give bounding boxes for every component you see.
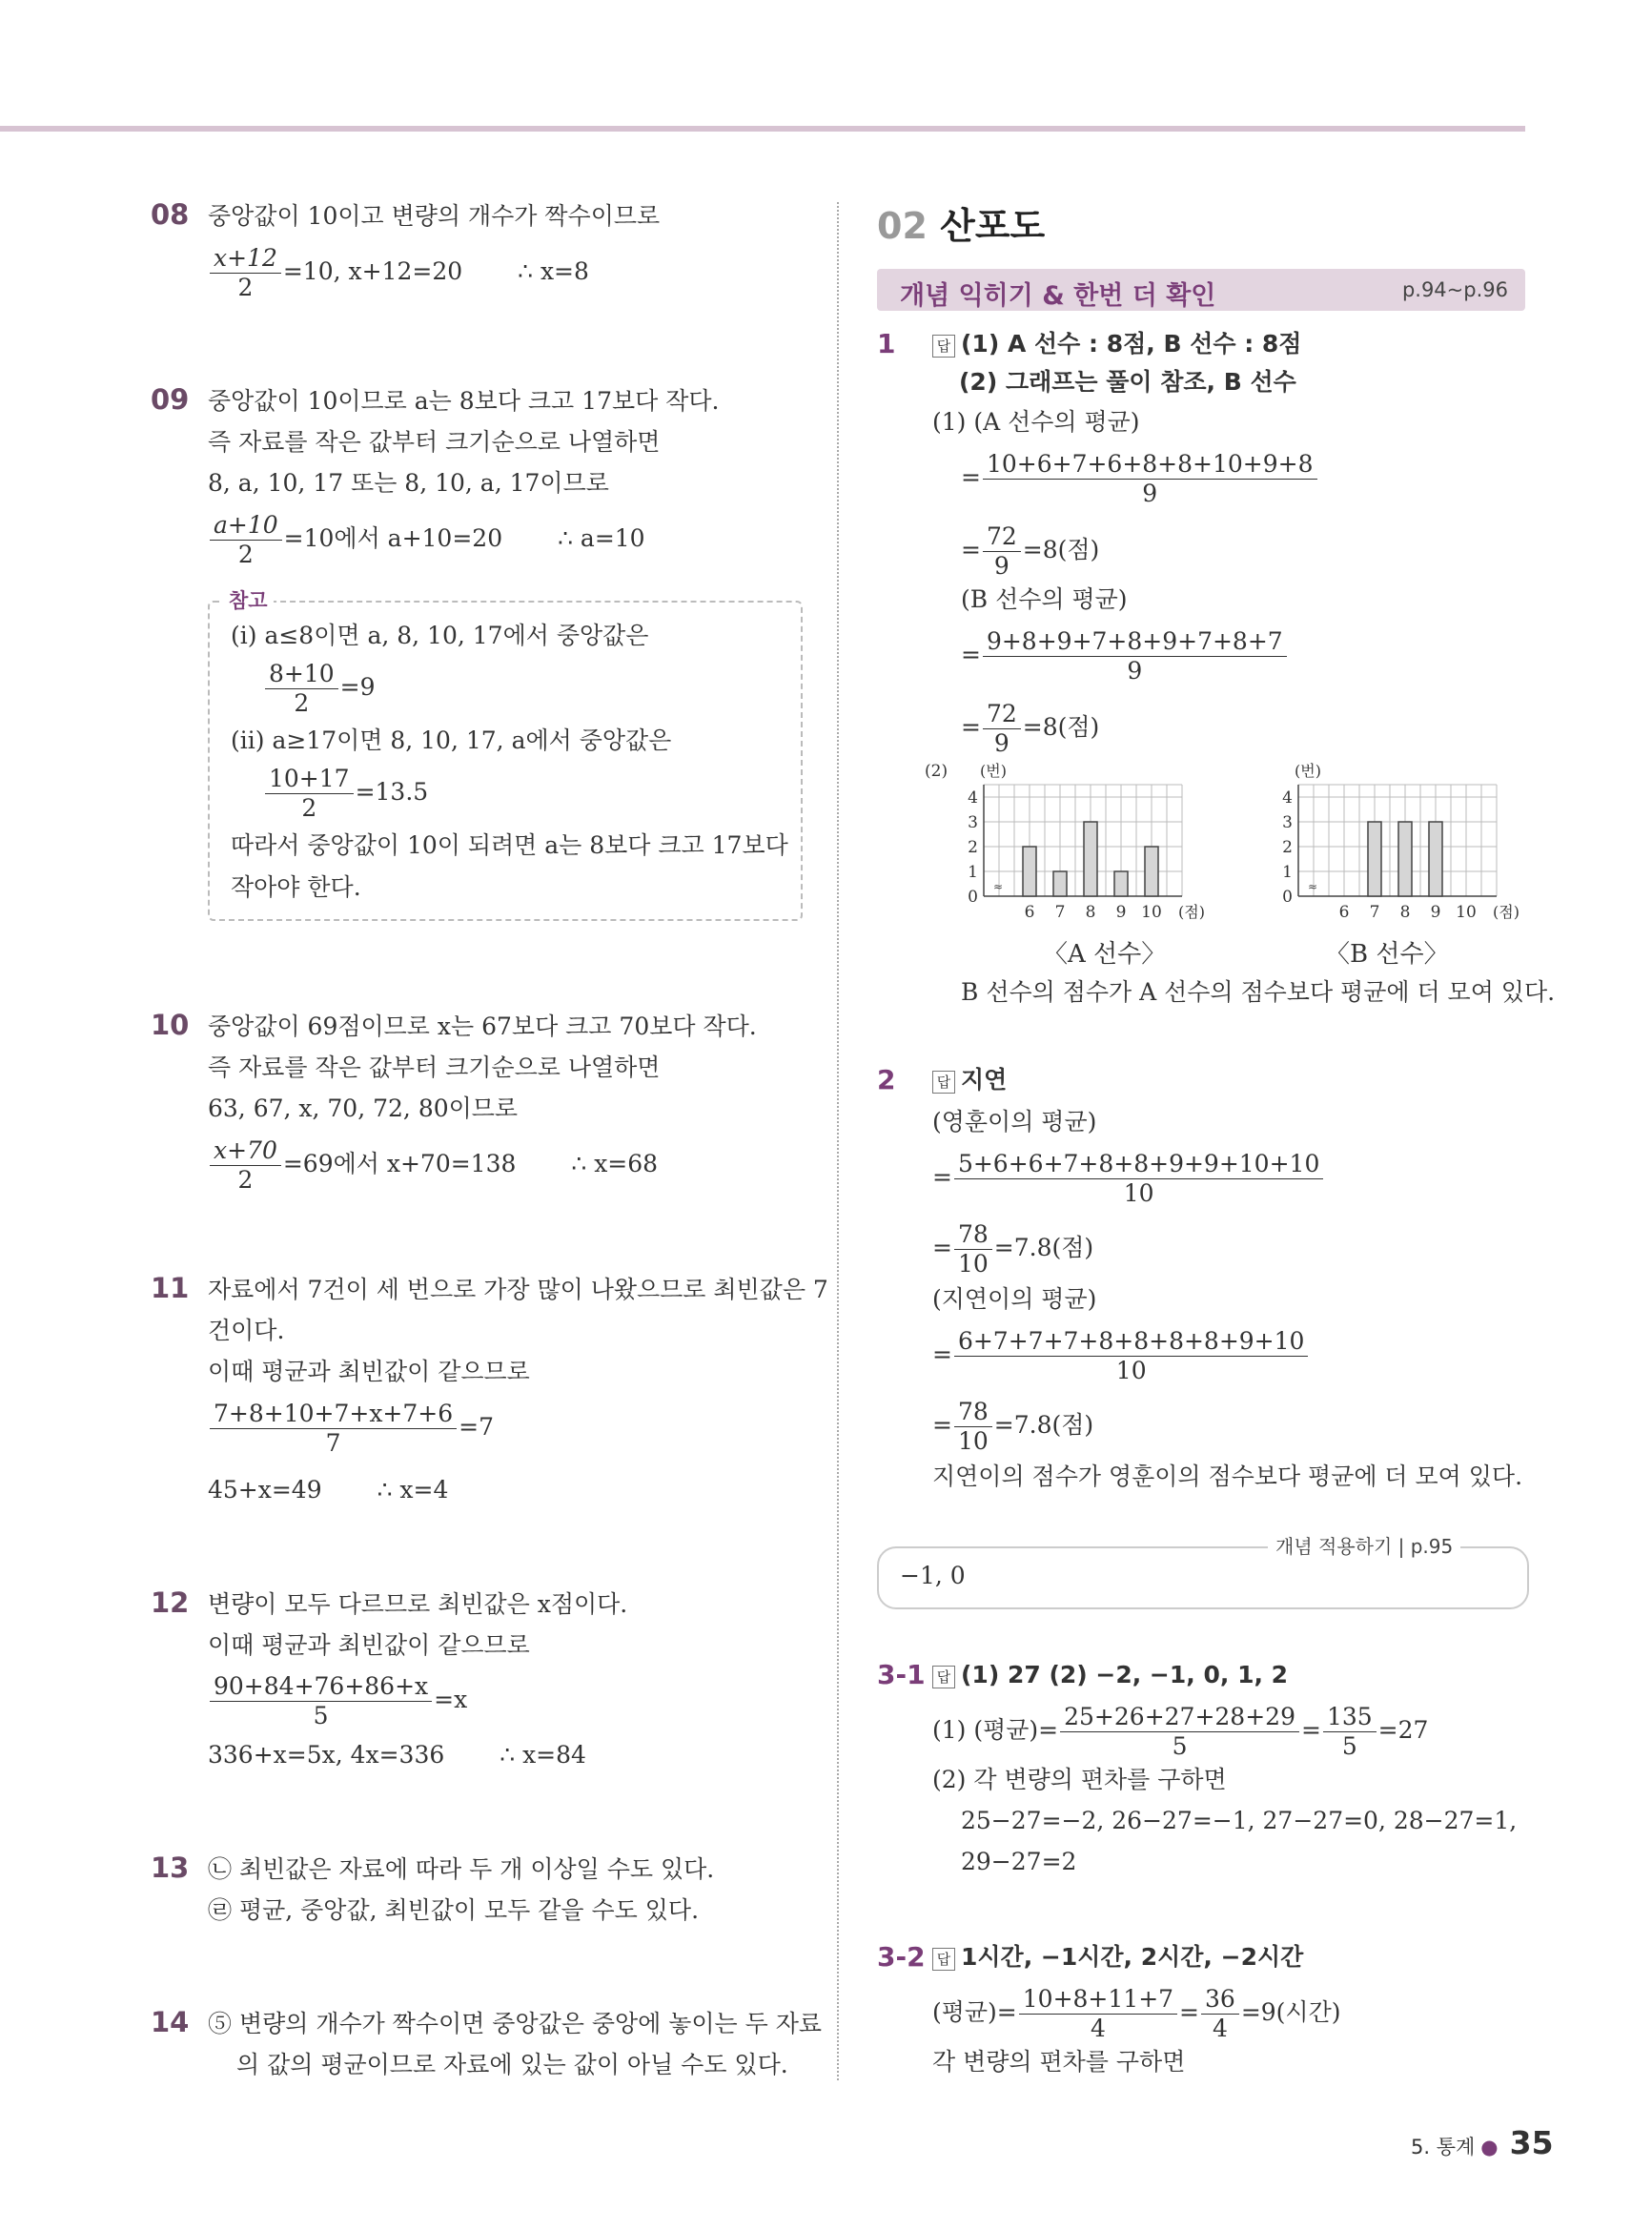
frac-den: 5: [1341, 1732, 1357, 1760]
bar: [1429, 822, 1442, 896]
frac-num: 25+26+27+28+29: [1060, 1703, 1299, 1732]
formula-rest: =8(점): [1022, 536, 1100, 563]
conclusion: B 선수의 점수가 A 선수의 점수보다 평균에 더 모여 있다.: [961, 978, 1556, 1006]
formula-rest: =7: [459, 1413, 494, 1441]
formula-result: ∴ x=84: [500, 1741, 586, 1769]
apply-label: 개념 적용하기 | p.95: [1268, 1531, 1460, 1559]
formula-rest: =9(시간): [1240, 1998, 1341, 2026]
problem-number: 1: [877, 328, 896, 359]
text-line: [208, 1741, 586, 1770]
answer-line: [932, 1661, 1288, 1689]
y-tick-label: 1: [1282, 863, 1293, 882]
frac-num: 10+17: [265, 765, 354, 794]
formula-result: ∴ a=10: [558, 524, 645, 552]
y-tick-label: 2: [968, 838, 978, 857]
banner-pages: p.94~p.96: [1401, 278, 1508, 301]
page-number: 35: [1509, 2124, 1554, 2161]
formula-label: (1) (평균)=: [932, 1716, 1059, 1744]
problem-number: 2: [877, 1064, 896, 1095]
frac-den: 9: [993, 729, 1010, 757]
formula-line: [208, 511, 645, 569]
formula-line: = $\frac{5+6+6+7+8+8+9+9+10+10}{10}$: [932, 1150, 1325, 1208]
frac-den: 9: [1127, 657, 1143, 685]
equation: 45+x=49: [208, 1476, 322, 1504]
frac-den: 4: [1090, 2015, 1106, 2042]
bar: [1023, 847, 1036, 896]
concept-banner: [877, 269, 1525, 311]
bar: [1368, 822, 1381, 896]
x-tick-label: 9: [1430, 903, 1441, 922]
y-axis-label: (번): [1295, 763, 1321, 780]
chart-part-label: (2): [925, 763, 948, 781]
text-line: (지연이의 평균): [932, 1285, 1097, 1313]
y-tick-label: 1: [968, 863, 978, 882]
bar: [1053, 871, 1067, 896]
formula-rest: =10, x+12=20: [282, 257, 463, 285]
answer-line: [932, 330, 1301, 358]
problem-number: 3-1: [877, 1659, 926, 1690]
text-line: (1) (A 선수의 평균): [932, 408, 1140, 436]
frac-den: 2: [237, 541, 254, 568]
formula-line: [208, 1672, 467, 1730]
frac-num: x+12: [210, 244, 281, 274]
x-axis-label: (점): [1178, 903, 1205, 921]
frac-num: 72: [983, 522, 1021, 552]
text-line: 자료에서 7건이 세 번으로 가장 많이 나왔으므로 최빈값은 7: [208, 1276, 828, 1303]
text-line: ㉣ 평균, 중앙값, 최빈값이 모두 같을 수도 있다.: [208, 1896, 700, 1924]
formula-result: ∴ x=8: [518, 257, 589, 285]
conclusion: 지연이의 점수가 영훈이의 점수보다 평균에 더 모여 있다.: [932, 1463, 1523, 1490]
formula-line: [208, 1400, 494, 1458]
formula-rest: =9: [339, 673, 376, 701]
answer-text: 지연: [961, 1066, 1008, 1094]
bar: [1114, 871, 1128, 896]
x-tick-label: 7: [1369, 903, 1380, 922]
note-formula: [263, 765, 428, 823]
x-tick-label: 8: [1399, 903, 1411, 922]
x-tick-label: 6: [1338, 903, 1350, 922]
text-line: 25−27=−2, 26−27=−1, 27−27=0, 28−27=1,: [961, 1807, 1518, 1834]
note-line: (ii) a≥17이면 8, 10, 17, a에서 중앙값은: [231, 726, 672, 754]
x-tick-label: 6: [1024, 903, 1035, 922]
frac-den: 9: [1142, 480, 1158, 507]
text-line: 이때 평균과 최빈값이 같으므로: [208, 1358, 530, 1385]
answer-line: [932, 1066, 1007, 1095]
problem-number: 12: [151, 1586, 190, 1619]
bar: [1084, 822, 1097, 896]
frac-den: 2: [237, 274, 254, 301]
y-tick-label: 0: [968, 888, 978, 907]
note-line: 작아야 한다.: [231, 873, 361, 901]
formula-result: ∴ x=4: [377, 1476, 449, 1504]
problem-number: 10: [151, 1009, 190, 1041]
frac-den: 5: [313, 1702, 329, 1729]
formula-line: = $\frac{10+6+7+6+8+8+10+9+8}{9}$: [961, 450, 1319, 508]
text-line: 중앙값이 69점이므로 x는 67보다 크고 70보다 작다.: [208, 1013, 757, 1040]
y-axis-label: (번): [980, 763, 1007, 780]
formula-line: [932, 1985, 1340, 2043]
page-footer: [1411, 2124, 1554, 2161]
top-rule: [0, 126, 1525, 132]
frac-num: a+10: [210, 511, 282, 541]
frac-num: 8+10: [265, 660, 338, 689]
formula-rest: =13.5: [355, 778, 429, 806]
section-number: 02: [877, 205, 928, 247]
x-tick-label: 10: [1141, 903, 1162, 922]
frac-num: 10+6+7+6+8+8+10+9+8: [983, 450, 1317, 480]
frac-num: x+70: [210, 1136, 281, 1166]
text-line: 29−27=2: [961, 1848, 1077, 1875]
y-tick-label: 3: [1282, 813, 1293, 832]
note-line: (i) a≤8이면 a, 8, 10, 17에서 중앙값은: [231, 622, 649, 649]
equals: =: [1300, 1716, 1321, 1744]
text-line: 이때 평균과 최빈값이 같으므로: [208, 1631, 530, 1659]
formula-rest: =7.8(점): [993, 1411, 1094, 1439]
text-line: 즉 자료를 작은 값부터 크기순으로 나열하면: [208, 428, 661, 456]
answer-line: [932, 1943, 1303, 1972]
bar-chart-a: [925, 763, 1211, 925]
answer-text: 1시간, −1시간, 2시간, −2시간: [961, 1943, 1304, 1971]
frac-num: 78: [954, 1220, 992, 1250]
text-line: 변량이 모두 다르므로 최빈값은 x점이다.: [208, 1590, 628, 1618]
formula-rest: =27: [1377, 1716, 1429, 1744]
text-line: (영훈이의 평균): [932, 1108, 1097, 1135]
note-line: 따라서 중앙값이 10이 되려면 a는 8보다 크고 17보다: [231, 831, 788, 859]
answer-text: (2) 그래프는 풀이 참조, B 선수: [959, 368, 1296, 396]
answer-mark: 답: [932, 1666, 955, 1688]
formula-label: (평균)=: [932, 1998, 1017, 2026]
formula-line: = $\frac{78}{10}$ =7.8(점): [932, 1220, 1094, 1278]
bar: [1398, 822, 1412, 896]
problem-number: 13: [151, 1852, 190, 1884]
formula-rest: =7.8(점): [993, 1234, 1094, 1261]
frac-num: 90+84+76+86+x: [210, 1672, 432, 1702]
apply-value: −1, 0: [900, 1562, 966, 1589]
text-line: ㉡ 최빈값은 자료에 따라 두 개 이상일 수도 있다.: [208, 1855, 715, 1883]
y-tick-label: 3: [968, 813, 978, 832]
text-line: 즉 자료를 작은 값부터 크기순으로 나열하면: [208, 1054, 661, 1081]
note-label: 참고: [223, 585, 274, 614]
text-line: ⑤ 변량의 개수가 짝수이면 중앙값은 중앙에 놓이는 두 자료: [208, 2010, 823, 2037]
y-tick-label: 4: [968, 788, 978, 808]
frac-den: 10: [1123, 1179, 1154, 1207]
formula-line: = $\frac{9+8+9+7+8+9+7+8+7}{9}$: [961, 627, 1289, 685]
x-axis-label: (점): [1493, 903, 1519, 921]
frac-den: 5: [1172, 1732, 1188, 1760]
section-title: [877, 196, 1045, 249]
frac-num: 6+7+7+7+8+8+8+8+9+10: [954, 1327, 1309, 1357]
problem-number: 09: [151, 383, 190, 416]
equation: 336+x=5x, 4x=336: [208, 1741, 445, 1769]
frac-num: 10+8+11+7: [1019, 1985, 1177, 2015]
chart-caption-b: 〈B 선수〉: [1325, 940, 1449, 969]
chapter-label: 5. 통계: [1411, 2136, 1476, 2158]
answer-mark: 답: [932, 335, 955, 358]
frac-den: 2: [294, 689, 310, 717]
x-tick-label: 7: [1054, 903, 1066, 922]
formula-line: [932, 1703, 1428, 1761]
frac-den: 4: [1212, 2015, 1228, 2042]
frac-den: 7: [325, 1429, 341, 1457]
text-line: 63, 67, x, 70, 72, 80이므로: [208, 1095, 519, 1122]
frac-den: 2: [301, 794, 317, 822]
problem-number: 08: [151, 198, 190, 231]
formula-rest: =x: [434, 1686, 468, 1713]
section-name: 산포도: [940, 205, 1046, 247]
text-line: [208, 1476, 448, 1504]
text-line: 의 값의 평균이므로 자료에 있는 값이 아닐 수도 있다.: [236, 2051, 788, 2078]
bar-chart-b: [1239, 763, 1525, 925]
formula-line: [208, 244, 589, 302]
column-divider: [837, 202, 839, 2080]
axis-break-icon: ≈: [1308, 880, 1318, 893]
text-line: 중앙값이 10이고 변량의 개수가 짝수이므로: [208, 202, 661, 230]
frac-num: 135: [1323, 1703, 1377, 1732]
frac-num: 72: [983, 700, 1021, 729]
frac-num: 36: [1201, 1985, 1239, 2015]
x-tick-label: 8: [1085, 903, 1096, 922]
axis-break-icon: ≈: [993, 880, 1004, 893]
text-line: 8, a, 10, 17 또는 8, 10, a, 17이므로: [208, 469, 609, 497]
y-tick-label: 2: [1282, 838, 1293, 857]
formula-line: [208, 1136, 658, 1195]
equals: =: [1179, 1998, 1199, 2026]
frac-den: 10: [1115, 1357, 1147, 1384]
problem-number: 14: [151, 2006, 190, 2038]
formula-line: = $\frac{6+7+7+7+8+8+8+8+9+10}{10}$: [932, 1327, 1310, 1385]
formula-line: = $\frac{72}{9}$ =8(점): [961, 522, 1100, 580]
y-tick-label: 0: [1282, 888, 1293, 907]
frac-num: 78: [954, 1398, 992, 1427]
x-tick-label: 9: [1115, 903, 1127, 922]
y-tick-label: 4: [1282, 788, 1293, 808]
problem-number: 3-2: [877, 1941, 926, 1973]
banner-title: 개념 익히기 & 한번 더 확인: [900, 281, 1216, 311]
text-line: 중앙값이 10이므로 a는 8보다 크고 17보다 작다.: [208, 387, 720, 415]
note-formula: [263, 660, 376, 718]
frac-den: 10: [957, 1250, 989, 1278]
text-line: (2) 각 변량의 편차를 구하면: [932, 1766, 1227, 1793]
frac-den: 10: [957, 1427, 989, 1455]
formula-result: ∴ x=68: [571, 1150, 659, 1177]
bullet-icon: ●: [1480, 2136, 1499, 2158]
formula-rest: =69에서 x+70=138: [282, 1150, 517, 1177]
formula-line: = $\frac{78}{10}$ =7.8(점): [932, 1398, 1094, 1455]
frac-den: 9: [993, 552, 1010, 580]
answer-text: (1) 27 (2) −2, −1, 0, 1, 2: [961, 1661, 1289, 1688]
frac-den: 2: [237, 1166, 254, 1194]
formula-rest: =10에서 a+10=20: [283, 524, 503, 552]
text-line: 각 변량의 편차를 구하면: [932, 2048, 1186, 2076]
frac-num: 7+8+10+7+x+7+6: [210, 1400, 457, 1429]
text-line: 건이다.: [208, 1317, 285, 1344]
chart-caption-a: 〈A 선수〉: [1043, 940, 1167, 969]
answer-mark: 답: [932, 1071, 955, 1094]
frac-num: 5+6+6+7+8+8+9+9+10+10: [954, 1150, 1323, 1179]
text-line: (B 선수의 평균): [961, 585, 1128, 613]
answer-text: (1) A 선수 : 8점, B 선수 : 8점: [961, 330, 1302, 358]
frac-num: 9+8+9+7+8+9+7+8+7: [983, 627, 1287, 657]
formula-rest: =8(점): [1022, 713, 1100, 741]
answer-mark: 답: [932, 1948, 955, 1971]
x-tick-label: 10: [1456, 903, 1477, 922]
bar: [1145, 847, 1158, 896]
problem-number: 11: [151, 1272, 190, 1304]
formula-line: = $\frac{72}{9}$ =8(점): [961, 700, 1100, 757]
